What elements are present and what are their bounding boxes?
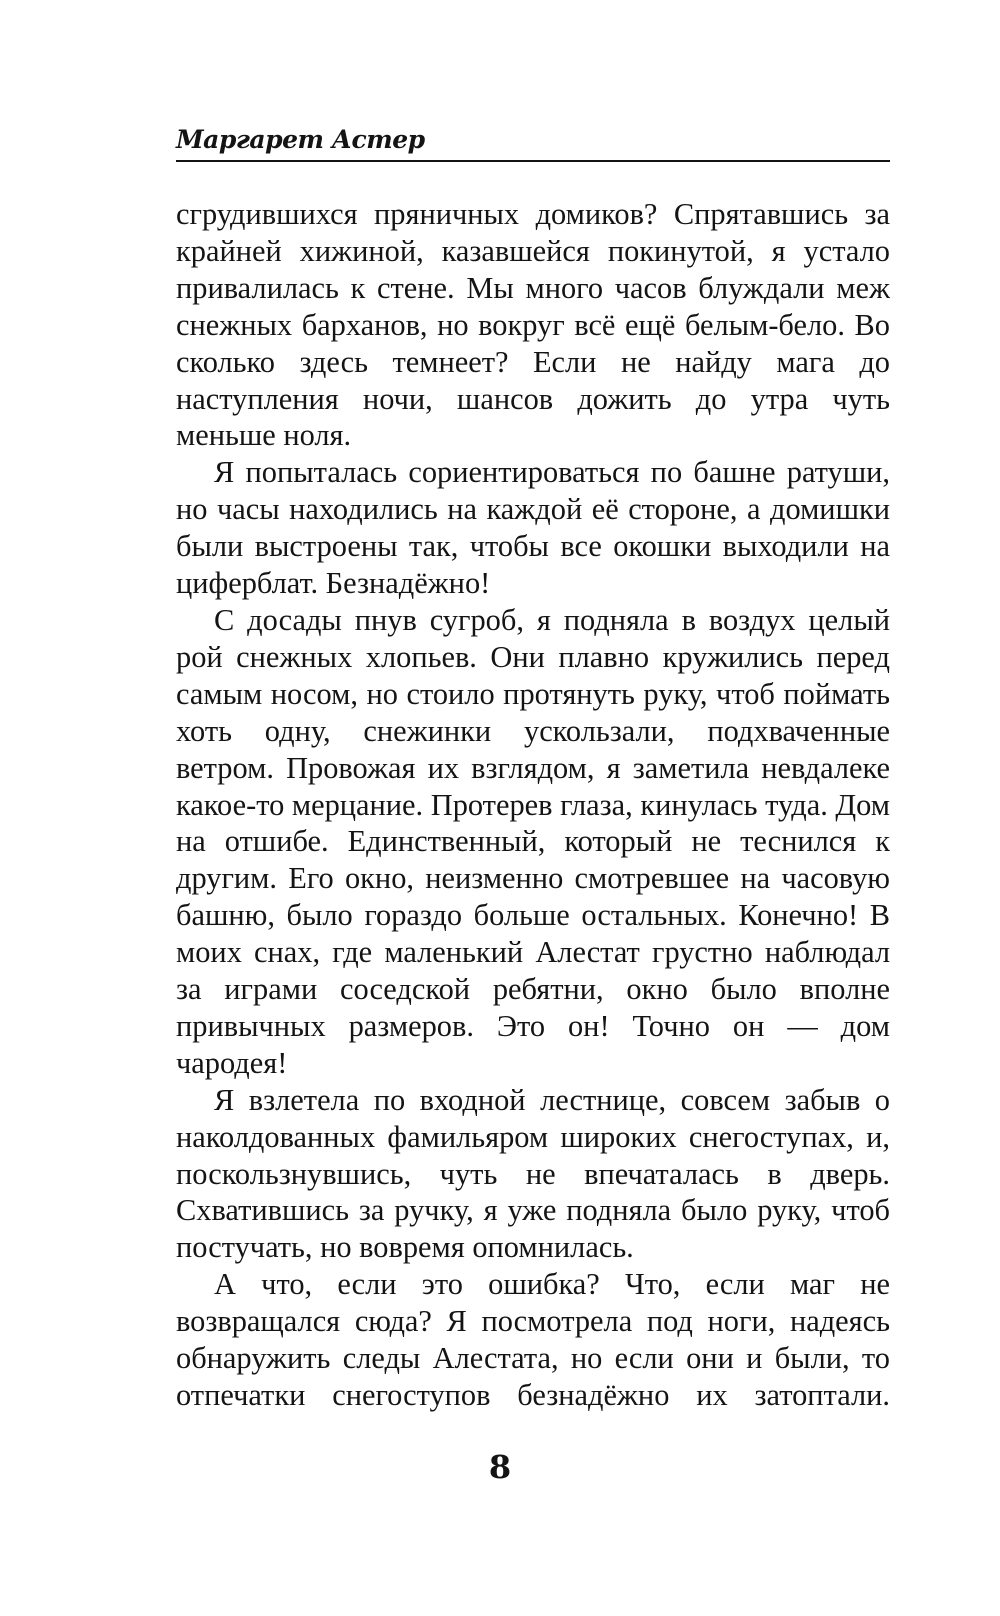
- paragraph-5: А что, если это ошибка? Что, если маг не возвращался сюда? Я посмотрела под ноги, надеясь обнаружить следы Алестата, но если они и были, то отпечатки снегоступов безнадёжно их затоптали.: [176, 1267, 890, 1412]
- paragraph-4: Я взлетела по входной лестнице, совсем забыв о наколдованных фамильяром широких снегоступах, и, поскользнувшись, чуть не впечаталась в дверь. Схватившись за ручку, я уже подняла было руку, чтоб постучать, но вовремя опомнилась.: [176, 1082, 890, 1265]
- running-header: [176, 120, 890, 162]
- paragraph-3: С досады пнув сугроб, я подняла в воздух целый рой снежных хлопьев. Они плавно кружились перед самым носом, но стоило протянуть руку, чтоб поймать хоть одну, снежинки ускользали, подхваченные ветром. Провожая их взглядом, я заметила невдалеке какое-то мерцание. Протерев глаза, кинулась туда. Дом на отшибе. Единственный, который не теснился к другим. Его окно, неизменно смотревшее на часовую башню, было гораздо больше остальных. Конечно! В моих снах, где маленький Алестат грустно наблюдал за играми соседской ребятни, окно было вполне привычных размеров. Это он! Точно он — дом чародея!: [176, 602, 890, 1080]
- author-name: Маргарет Астер: [176, 125, 425, 154]
- paragraph-2: Я попыталась сориентироваться по башне ратуши, но часы находились на каждой её стороне, а домишки были выстроены так, чтобы все окошки выходили на циферблат. Безнадёжно!: [176, 455, 890, 601]
- paragraph-1: сгрудившихся пряничных домиков? Спрятавшись за крайней хижиной, казавшейся покинутой, я устало привалилась к стене. Мы много часов блуждали меж снежных барханов, но вокруг всё ещё белым-бело. Во сколько здесь темнеет? Если не найду мага до наступления ночи, шансов дожить до утра чуть меньше ноля.: [176, 197, 890, 453]
- page-number: 8: [488, 1448, 512, 1486]
- body-text: [176, 196, 890, 1414]
